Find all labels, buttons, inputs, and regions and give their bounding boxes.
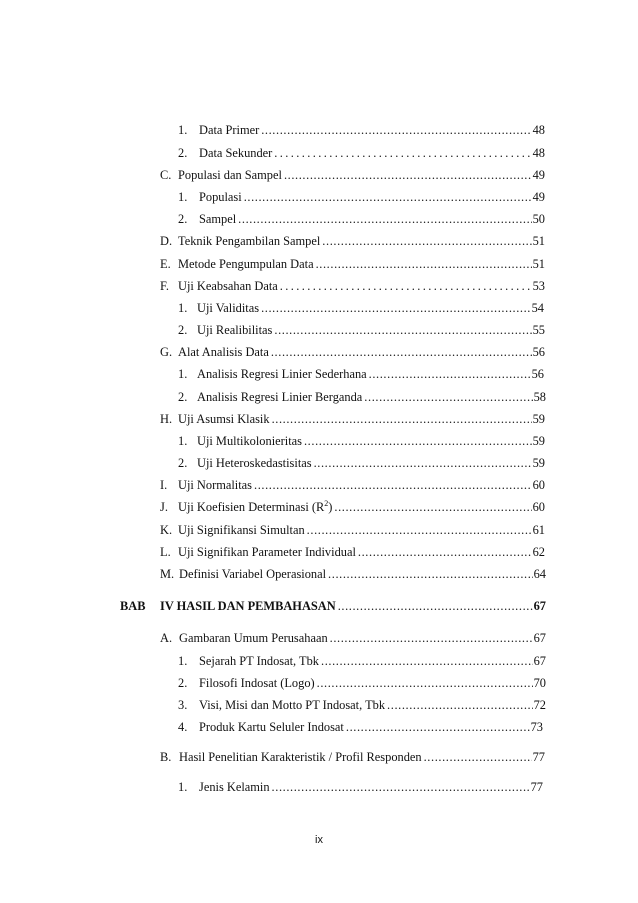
- toc-entry-label: E.: [160, 257, 171, 271]
- toc-entry-label: D.: [160, 234, 173, 248]
- toc-entry-title: Uji Heteroskedastisitas: [197, 456, 312, 470]
- toc-page-number: 72: [533, 698, 546, 712]
- toc-entry-title: Populasi: [199, 190, 242, 204]
- toc-page-number: 54: [531, 301, 544, 315]
- toc-entry[interactable]: [178, 389, 546, 405]
- toc-leader-dots: [238, 211, 531, 227]
- toc-page-number: 59: [532, 456, 545, 470]
- toc-page-number: 67: [533, 599, 546, 613]
- toc-entry-label: C.: [160, 168, 172, 182]
- toc-entry-label: K.: [160, 523, 173, 537]
- toc-entry-title: Uji Realibilitas: [197, 323, 273, 337]
- toc-entry[interactable]: [160, 566, 546, 582]
- toc-entry[interactable]: [178, 366, 544, 382]
- toc-entry[interactable]: [178, 211, 545, 227]
- toc-entry-title: Uji Signifikan Parameter Individual: [178, 545, 356, 559]
- toc-leader-dots: [316, 256, 532, 272]
- toc-entry-title: Definisi Variabel Operasional: [179, 567, 327, 581]
- toc-entry[interactable]: [160, 278, 545, 294]
- toc-page-number: 60: [532, 478, 545, 492]
- toc-page-number: 59: [532, 434, 545, 448]
- toc-leader-dots: [274, 145, 531, 161]
- toc-leader-dots: [244, 189, 532, 205]
- toc-entry[interactable]: [160, 167, 545, 183]
- toc-page-number: 55: [532, 323, 545, 337]
- toc-entry-title: Jenis Kelamin: [199, 780, 270, 794]
- toc-entry-title: Teknik Pengambilan Sampel: [178, 234, 321, 248]
- toc-page-number: 77: [532, 750, 545, 764]
- toc-entry[interactable]: [160, 630, 546, 646]
- toc-entry-title: Uji Multikolonieritas: [197, 434, 302, 448]
- toc-entry-label: M.: [160, 567, 175, 581]
- toc-entry-label: 2.: [178, 323, 188, 337]
- toc-entry-title: Uji Signifikansi Simultan: [178, 523, 305, 537]
- toc-page-number: 67: [533, 654, 546, 668]
- superscript: 2: [324, 498, 329, 508]
- toc-page-number: 53: [532, 279, 545, 293]
- toc-entry-title: Gambaran Umum Perusahaan: [179, 631, 328, 645]
- toc-entry[interactable]: [178, 675, 546, 691]
- toc-entry-label: BAB: [120, 599, 146, 613]
- toc-entry[interactable]: [178, 653, 546, 669]
- toc-page-number: 67: [533, 631, 546, 645]
- toc-leader-dots: [307, 522, 532, 538]
- toc-entry[interactable]: [178, 322, 545, 338]
- toc-entry-title: Data Primer: [199, 123, 260, 137]
- toc-entry-title: Uji Asumsi Klasik: [178, 412, 270, 426]
- toc-entry-title: Populasi dan Sampel: [178, 168, 282, 182]
- toc-entry-label: 4.: [178, 720, 188, 734]
- toc-leader-dots: [358, 544, 532, 560]
- toc-entry-label: 1.: [178, 434, 188, 448]
- toc-entry[interactable]: [178, 455, 545, 471]
- toc-leader-dots: [280, 278, 532, 294]
- toc-leader-dots: [272, 779, 530, 795]
- toc-entry[interactable]: [160, 544, 545, 560]
- toc-page-number: 56: [531, 367, 544, 381]
- toc-leader-dots: [334, 499, 531, 515]
- toc-page-number: 73: [530, 720, 543, 734]
- toc-entry-title: Analisis Regresi Linier Sederhana: [197, 367, 367, 381]
- toc-page-number: 49: [532, 190, 545, 204]
- toc-leader-dots: [387, 697, 533, 713]
- toc-page-number: 48: [532, 123, 545, 137]
- toc-page-number: 51: [532, 257, 545, 271]
- toc-entry-label: 2.: [178, 146, 188, 160]
- toc-entry-label: 2.: [178, 390, 188, 404]
- toc-leader-dots: [284, 167, 532, 183]
- toc-entry-title: Analisis Regresi Linier Berganda: [197, 390, 363, 404]
- toc-entry-title: Metode Pengumpulan Data: [178, 257, 314, 271]
- toc-entry-label: 1.: [178, 367, 188, 381]
- toc-entry-title: Data Sekunder: [199, 146, 273, 160]
- toc-page-number: 62: [532, 545, 545, 559]
- toc-leader-dots: [272, 411, 532, 427]
- toc-leader-dots: [317, 675, 533, 691]
- toc-entry-label: A.: [160, 631, 173, 645]
- toc-entry-title: Alat Analisis Data: [178, 345, 269, 359]
- toc-leader-dots: [261, 300, 531, 316]
- toc-entry[interactable]: [178, 719, 543, 735]
- toc-page-number: 64: [533, 567, 546, 581]
- toc-entry[interactable]: [160, 477, 545, 493]
- toc-entry-title: Sampel: [199, 212, 237, 226]
- toc-page-number: 56: [532, 345, 545, 359]
- toc-entry-label: 1.: [178, 190, 188, 204]
- toc-entry-label: 1.: [178, 301, 188, 315]
- toc-leader-dots: [321, 653, 533, 669]
- toc-entry[interactable]: [178, 145, 545, 161]
- toc-entry[interactable]: [160, 749, 545, 765]
- toc-entry-title: Filosofi Indosat (Logo): [199, 676, 315, 690]
- toc-leader-dots: [314, 455, 532, 471]
- toc-page-number: 51: [532, 234, 545, 248]
- toc-entry-label: 2.: [178, 456, 188, 470]
- toc-entry-label: I.: [160, 478, 168, 492]
- toc-leader-dots: [271, 344, 532, 360]
- toc-page-number: 58: [533, 390, 546, 404]
- toc-entry[interactable]: [160, 233, 545, 249]
- toc-leader-dots: [254, 477, 532, 493]
- toc-leader-dots: [330, 630, 533, 646]
- toc-entry-title: Hasil Penelitian Karakteristik / Profil Responden: [179, 750, 422, 764]
- toc-entry-title: IV HASIL DAN PEMBAHASAN: [160, 599, 336, 613]
- toc-leader-dots: [346, 719, 530, 735]
- toc-leader-dots: [424, 749, 532, 765]
- toc-entry[interactable]: [178, 433, 545, 449]
- toc-entry-title: Uji Validitas: [197, 301, 260, 315]
- toc-entry-title: Uji Keabsahan Data: [178, 279, 278, 293]
- toc-entry-label: 2.: [178, 212, 188, 226]
- toc-entry-label: G.: [160, 345, 173, 359]
- toc-entry-label: 1.: [178, 123, 188, 137]
- toc-page-number: 49: [532, 168, 545, 182]
- toc-page-number: 70: [533, 676, 546, 690]
- toc-entry-title: [178, 499, 332, 515]
- toc-entry-title: Produk Kartu Seluler Indosat: [199, 720, 344, 734]
- toc-leader-dots: [304, 433, 532, 449]
- toc-entry-label: 1.: [178, 654, 188, 668]
- toc-entry[interactable]: [178, 300, 544, 316]
- page-number: ix: [315, 834, 323, 846]
- toc-entry-label: H.: [160, 412, 173, 426]
- toc-entry-label: 2.: [178, 676, 188, 690]
- toc-page-number: 59: [532, 412, 545, 426]
- toc-entry-label: 1.: [178, 780, 188, 794]
- toc-entry-title-text: ): [328, 500, 333, 514]
- toc-entry[interactable]: [160, 522, 545, 538]
- toc-entry[interactable]: [160, 411, 545, 427]
- toc-entry[interactable]: [160, 344, 545, 360]
- toc-entry-label: F.: [160, 279, 169, 293]
- toc-entry-label: J.: [160, 500, 168, 514]
- toc-entry-title-text: Uji Koefisien Determinasi (R: [178, 500, 325, 514]
- toc-leader-dots: [364, 389, 532, 405]
- toc-leader-dots: [369, 366, 531, 382]
- toc-entry[interactable]: [178, 779, 543, 795]
- toc-leader-dots: [274, 322, 531, 338]
- toc-leader-dots: [328, 566, 533, 582]
- toc-entry-label: L.: [160, 545, 171, 559]
- toc-entry[interactable]: [178, 697, 546, 713]
- toc-entry-label: B.: [160, 750, 172, 764]
- toc-entry[interactable]: [178, 122, 545, 138]
- toc-entry-label: 3.: [178, 698, 188, 712]
- toc-page-number: 50: [532, 212, 545, 226]
- toc-leader-dots: [338, 598, 533, 614]
- toc-entry[interactable]: [160, 256, 545, 272]
- toc-entry[interactable]: [160, 499, 545, 515]
- toc-page-number: 60: [532, 500, 545, 514]
- toc-entry-title: Visi, Misi dan Motto PT Indosat, Tbk: [199, 698, 386, 712]
- toc-page-number: 61: [532, 523, 545, 537]
- toc-chapter-entry[interactable]: [120, 598, 546, 614]
- toc-page-number: 48: [532, 146, 545, 160]
- toc-entry[interactable]: [178, 189, 545, 205]
- toc-page-number: 77: [530, 780, 543, 794]
- toc-entry-title: Sejarah PT Indosat, Tbk: [199, 654, 319, 668]
- toc-leader-dots: [261, 122, 531, 138]
- toc-leader-dots: [322, 233, 531, 249]
- toc-entry-title: Uji Normalitas: [178, 478, 252, 492]
